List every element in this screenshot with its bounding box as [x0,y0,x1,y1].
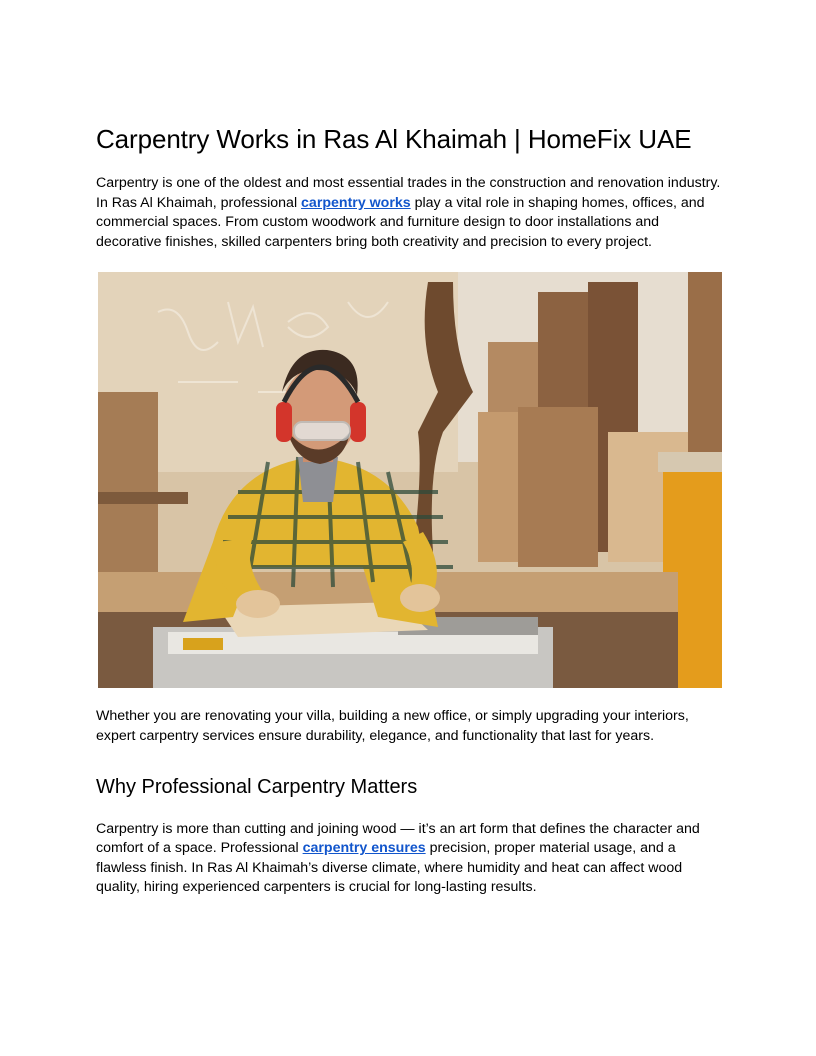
intro-text-start: Carpentry is one of the oldest and most essential trades in the construction and renovation industry. In Ras Al Khaimah, professional [96,175,721,211]
intro-text-end: play a vital role in shaping homes, offices, and commercial spaces. From custom woodwork and furniture design to door installations and decorative finishes, skilled carpenters bring both creativity and precision to every project. [96,194,705,250]
paragraph-professional [96,820,724,898]
carpentry-works-link[interactable]: carpentry works [301,194,411,211]
document-body [96,122,724,898]
paragraph-renovation: Whether you are renovating your villa, building a new office, or simply upgrading your interiors, expert carpentry services ensure durability, elegance, and functionality that last for years. [96,708,689,744]
carpentry-ensures-link[interactable]: carpentry ensures [302,840,426,857]
intro-paragraph [96,174,724,252]
carpenter-photo [98,272,722,688]
section-heading: Why Professional Carpentry Matters [96,775,418,798]
paragraph-text-start: Carpentry is more than cutting and joining wood — it’s an art form that defines the character and comfort of a space. Professional [96,820,700,857]
carpenter-workshop-illustration [98,272,722,688]
paragraph-text-end: precision, proper material usage, and a flawless finish. In Ras Al Khaimah’s diverse climate, where humidity and heat can affect wood quality, hiring experienced carpenters is crucial for long-lasting results. [96,840,683,896]
page-title: Carpentry Works in Ras Al Khaimah | HomeFix UAE [96,124,692,154]
